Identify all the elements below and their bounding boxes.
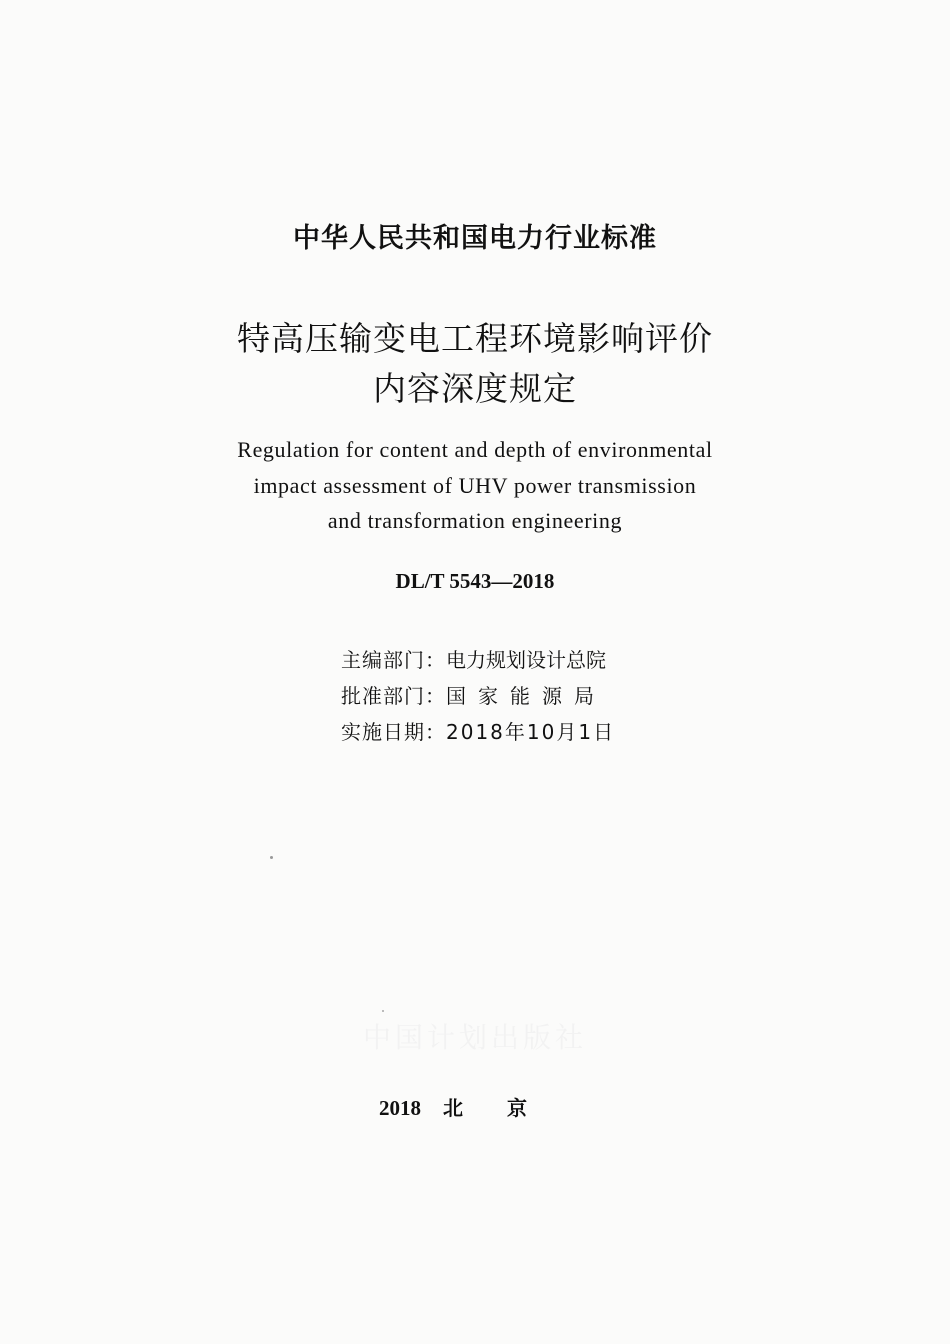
publication-city: 北京: [443, 1096, 571, 1120]
publication-year: 2018: [379, 1096, 421, 1120]
publisher-watermark: 中国计划出版社: [362, 1021, 587, 1054]
approver-label: 批准部门：: [341, 684, 446, 708]
chinese-title-line-1: 特高压输变电工程环境影响评价: [237, 319, 713, 358]
scan-speck: [382, 1010, 384, 1012]
approver-value: 国家能源局: [446, 684, 606, 708]
standard-code: DL/T 5543—2018: [395, 569, 555, 593]
editor-value: 电力规划设计总院: [446, 648, 606, 672]
english-title-line-2: impact assessment of UHV power transmission: [253, 473, 697, 498]
info-block: [341, 642, 615, 750]
english-title-line-1: Regulation for content and depth of environmental: [237, 437, 713, 462]
date-label: 实施日期：: [341, 720, 446, 744]
english-title-line-3: and transformation engineering: [327, 508, 623, 533]
editor-row: [341, 642, 615, 678]
org-title: 中华人民共和国电力行业标准: [293, 223, 657, 254]
scan-speck: [270, 856, 273, 859]
publication-line: [0, 1092, 950, 1121]
editor-label: 主编部门：: [341, 648, 446, 672]
date-value: 2018年10月1日: [446, 720, 616, 744]
approver-row: [341, 678, 615, 714]
date-row: [341, 714, 615, 750]
chinese-title-line-2: 内容深度规定: [373, 369, 577, 408]
